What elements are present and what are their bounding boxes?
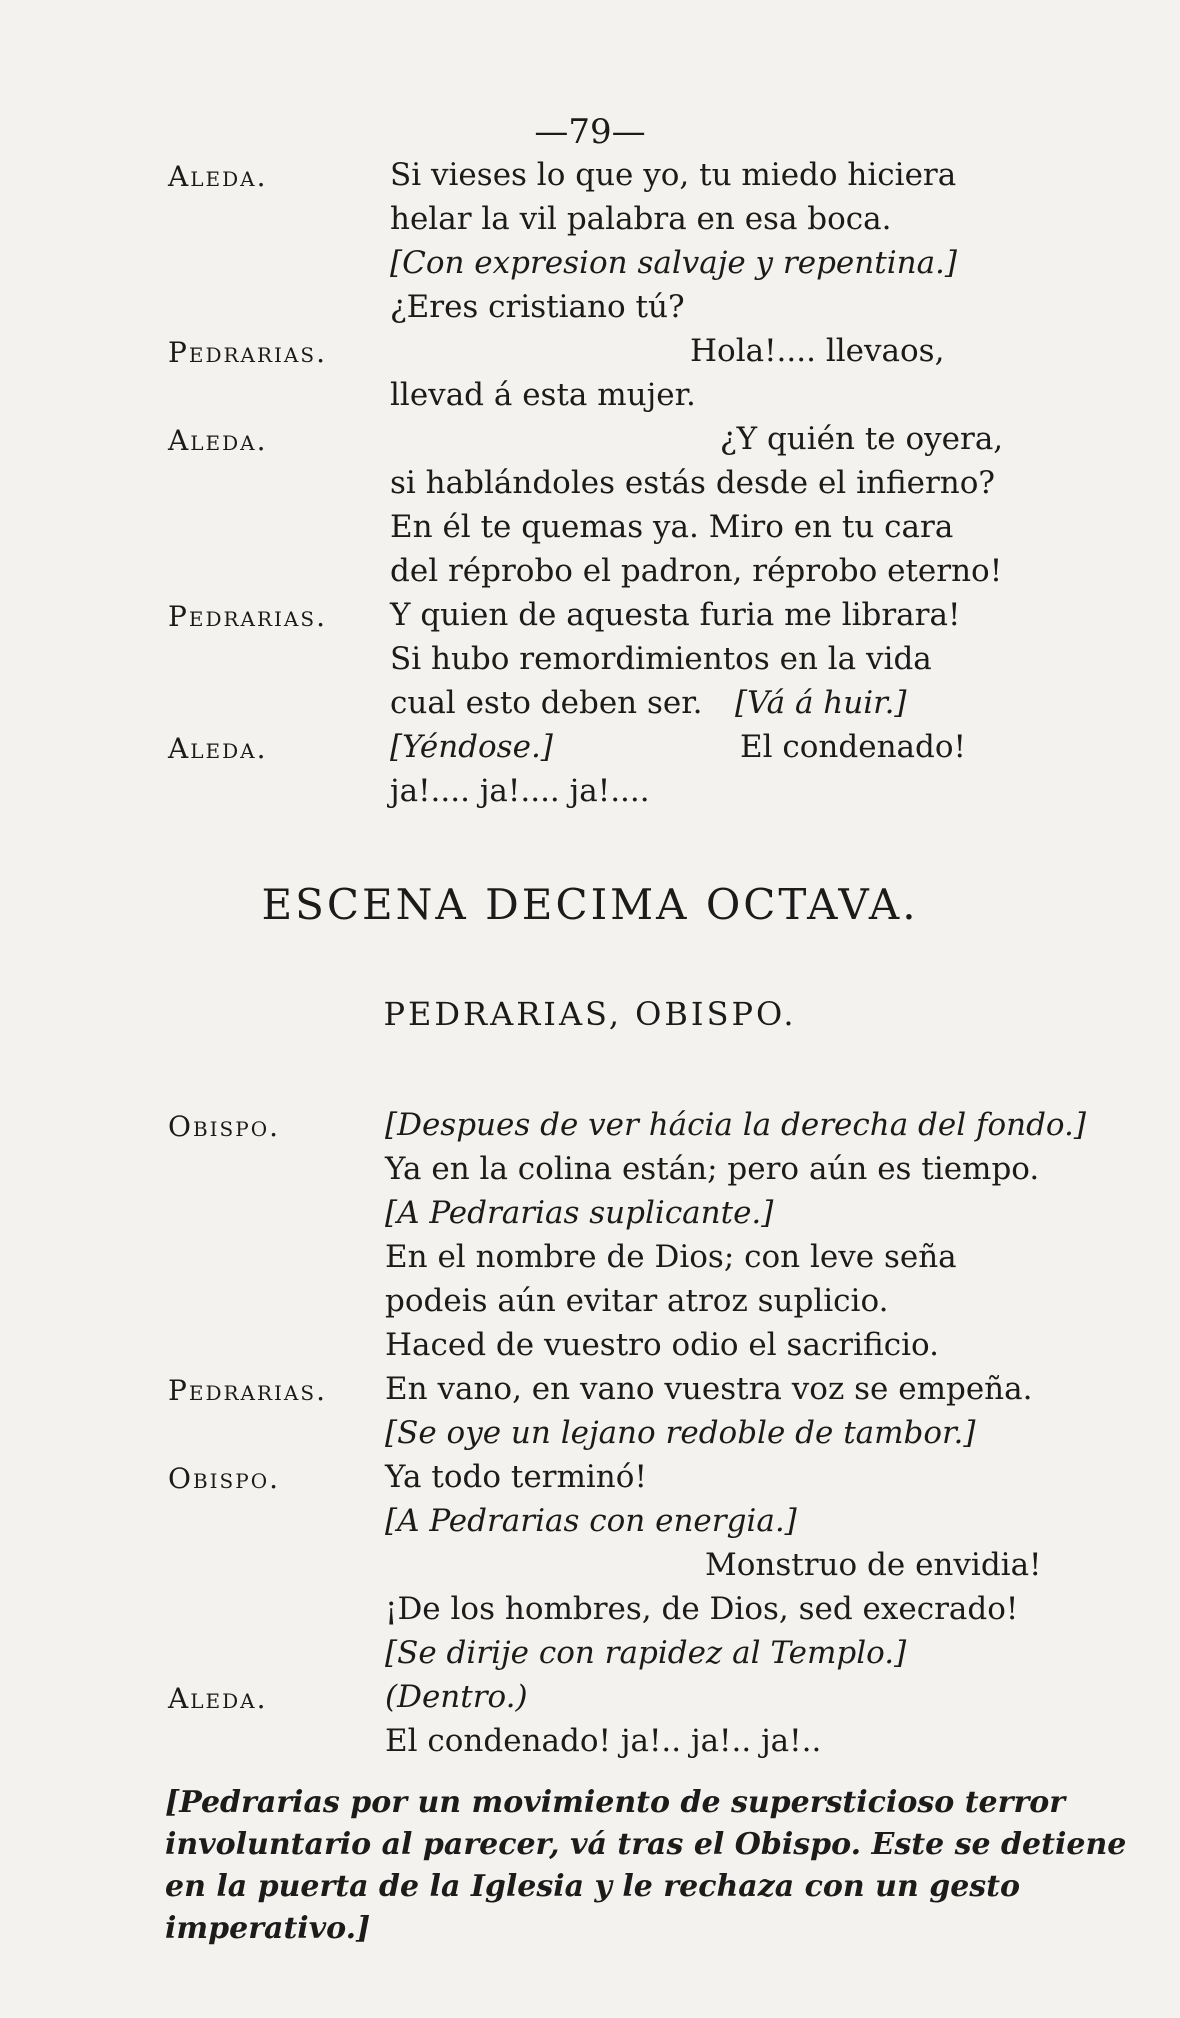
verse-line: Si hubo remordimientos en la vida	[390, 641, 932, 677]
speaker-pedrarias-2: Pedrarias.	[168, 600, 327, 633]
speaker-pedrarias-1: Pedrarias.	[168, 336, 327, 369]
verse-line: En el nombre de Dios; con leve seña	[385, 1239, 957, 1275]
speaker-aleda-1: Aleda.	[168, 160, 268, 193]
verse-line: ¿Y quién te oyera,	[720, 421, 1004, 457]
stage-direction: [Se dirije con rapidez al Templo.]	[385, 1635, 907, 1671]
page-number: —79—	[534, 112, 646, 152]
stage-direction: [Vá á huir.]	[735, 685, 907, 721]
speaker-pedrarias-3: Pedrarias.	[168, 1374, 327, 1407]
verse-line: Hola!.... llevaos,	[690, 333, 945, 369]
verse-line: Si vieses lo que yo, tu miedo hiciera	[390, 157, 957, 193]
verse-line: llevad á esta mujer.	[390, 377, 696, 413]
verse-line: Ya todo terminó!	[385, 1459, 647, 1495]
verse-line: El condenado! ja!.. ja!.. ja!..	[385, 1723, 822, 1759]
speaker-aleda-4: Aleda.	[168, 1682, 268, 1715]
verse-line: Monstruo de envidia!	[705, 1547, 1042, 1583]
scene-title: ESCENA DECIMA OCTAVA.	[261, 880, 919, 929]
closing-stage-direction: [Pedrarias por un movimiento de supersticioso terror involuntario al parecer, vá tras el Obispo. Este se detiene en la puerta de la Iglesia y le rechaza con un gesto imperativo.]	[165, 1785, 1127, 1946]
scene-characters: PEDRARIAS, OBISPO.	[383, 995, 797, 1033]
speaker-aleda-2: Aleda.	[168, 424, 268, 457]
verse-line: del réprobo el padron, réprobo eterno!	[390, 553, 1003, 589]
verse-line: si hablándoles estás desde el infierno?	[390, 465, 996, 501]
verse-line: helar la vil palabra en esa boca.	[390, 201, 892, 237]
speaker-aleda-3: Aleda.	[168, 732, 268, 765]
speaker-obispo-1: Obispo.	[168, 1110, 281, 1143]
stage-direction: [A Pedrarias con energia.]	[385, 1503, 797, 1539]
speaker-obispo-2: Obispo.	[168, 1462, 281, 1495]
verse-line: ¿Eres cristiano tú?	[390, 289, 685, 325]
verse-line: Haced de vuestro odio el sacrificio.	[385, 1327, 939, 1363]
stage-direction: [Se oye un lejano redoble de tambor.]	[385, 1415, 976, 1451]
verse-line: ¡De los hombres, de Dios, sed execrado!	[385, 1591, 1019, 1627]
verse-line: En vano, en vano vuestra voz se empeña.	[385, 1371, 1033, 1407]
stage-direction: [Con expresion salvaje y repentina.]	[390, 245, 958, 281]
verse-line: Ya en la colina están; pero aún es tiempo.	[385, 1151, 1040, 1187]
verse-line: podeis aún evitar atroz suplicio.	[385, 1283, 889, 1319]
verse-line: En él te quemas ya. Miro en tu cara	[390, 509, 954, 545]
stage-direction: [Despues de ver hácia la derecha del fondo.]	[385, 1107, 1086, 1143]
verse-line: ja!.... ja!.... ja!....	[390, 773, 650, 809]
verse-line: Y quien de aquesta furia me librara!	[390, 597, 961, 633]
stage-direction: (Dentro.)	[385, 1679, 528, 1715]
stage-direction: [A Pedrarias suplicante.]	[385, 1195, 774, 1231]
verse-line: cual esto deben ser.	[390, 685, 703, 721]
stage-direction: [Yéndose.]	[390, 729, 553, 765]
verse-line: El condenado!	[740, 729, 966, 765]
